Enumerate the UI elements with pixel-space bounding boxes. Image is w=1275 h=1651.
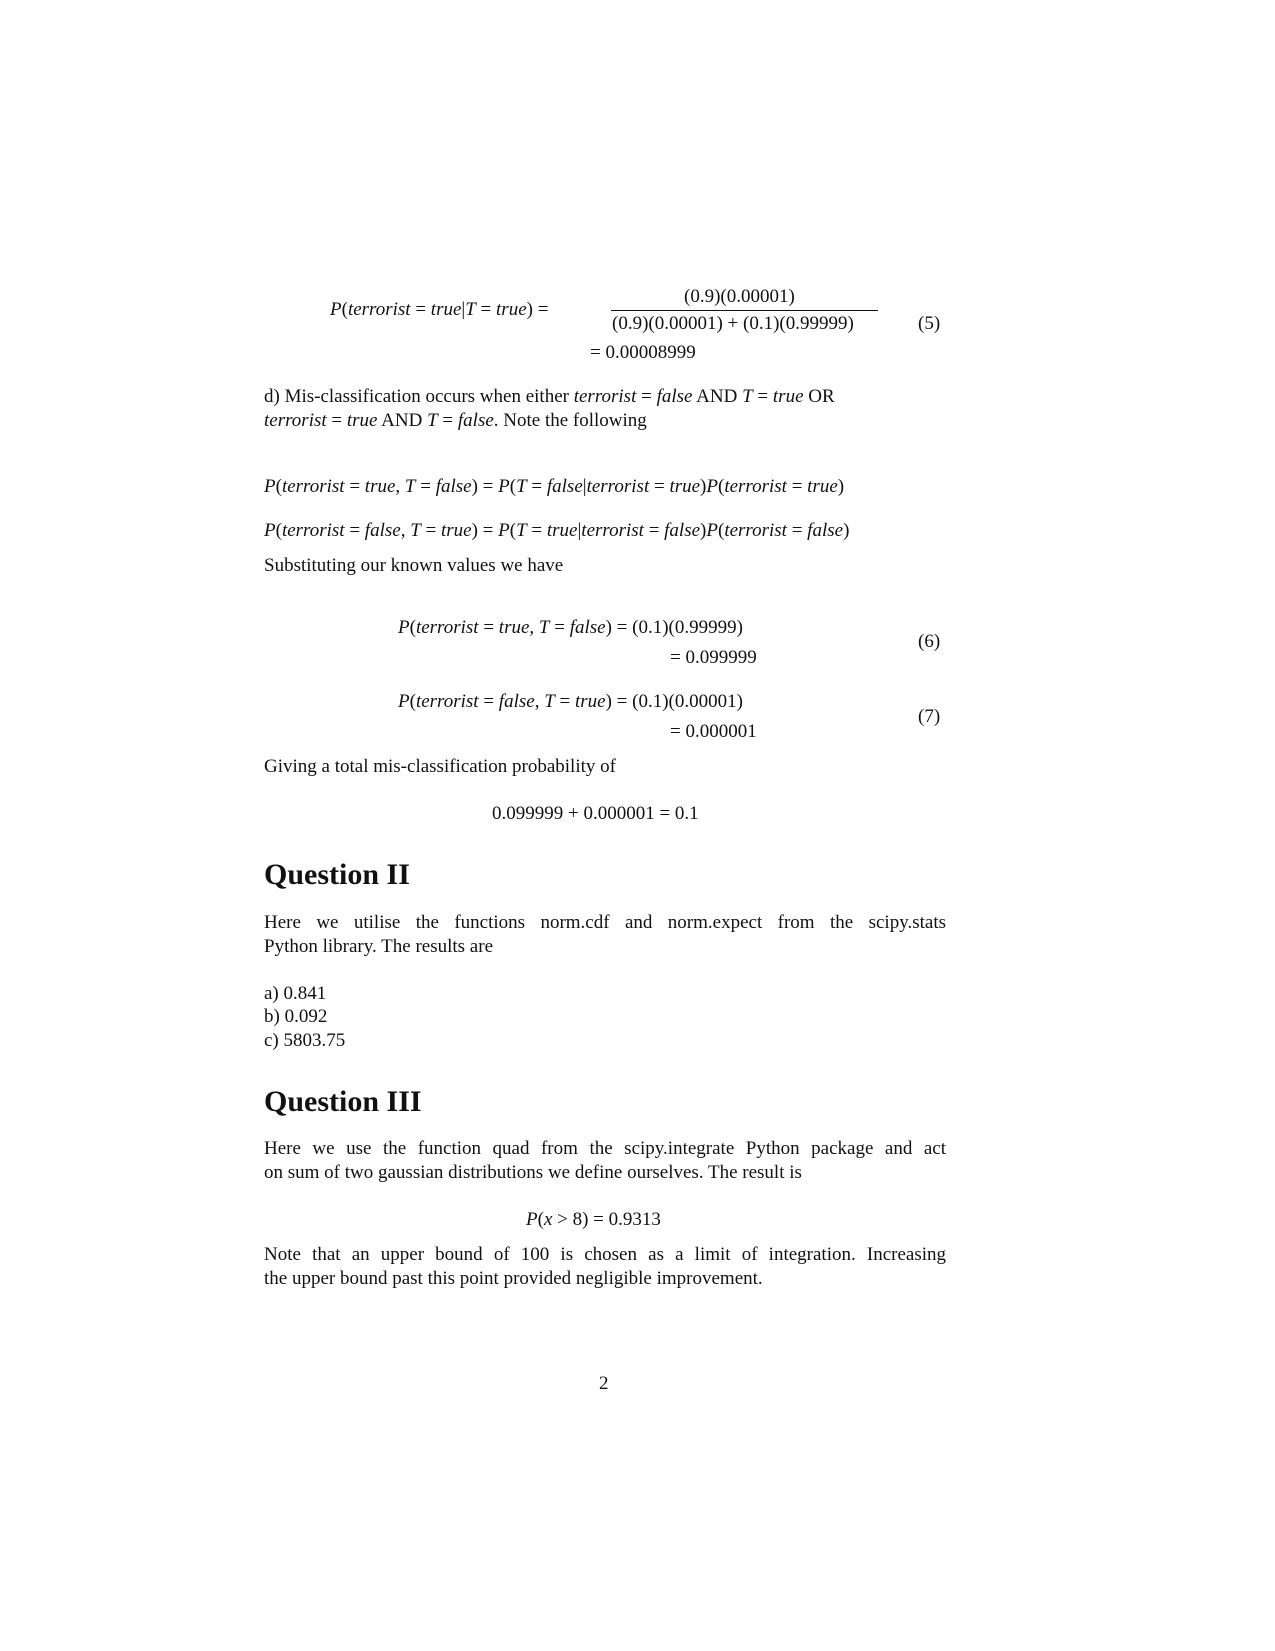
eq5-number: (5) — [918, 313, 941, 334]
q3-line2: on sum of two gaussian distributions we define ourselves. The result is — [264, 1162, 802, 1183]
q2-answer-a: a) 0.841 — [264, 983, 327, 1004]
eq5-numerator: (0.9)(0.00001) — [684, 286, 795, 307]
page-number: 2 — [599, 1373, 609, 1394]
question-2-heading: Question II — [264, 858, 410, 891]
giving-text: Giving a total mis-classification probability of — [264, 756, 616, 777]
eq6-result: = 0.099999 — [670, 647, 757, 668]
eq5-fraction-bar — [611, 310, 878, 311]
q3-note-line2: the upper bound past this point provided negligible improvement. — [264, 1268, 763, 1289]
eq5-result: = 0.00008999 — [590, 342, 696, 363]
eq5-lhs: P(terrorist = true|T = true) = — [330, 299, 549, 320]
q3-line1: Here we use the function quad from the scipy.integrate Python package and act — [264, 1138, 946, 1159]
total-equation: 0.099999 + 0.000001 = 0.1 — [492, 803, 699, 824]
substituting-text: Substituting our known values we have — [264, 555, 564, 576]
eq7-number: (7) — [918, 706, 941, 727]
q2-answer-c: c) 5803.75 — [264, 1030, 346, 1051]
eq7-lhs: P(terrorist = false, T = true) = (0.1)(0.00001) — [398, 691, 743, 712]
eq5-denominator: (0.9)(0.00001) + (0.1)(0.99999) — [612, 313, 854, 334]
joint-line1: P(terrorist = true, T = false) = P(T = false|terrorist = true)P(terrorist = true) — [264, 476, 845, 497]
part-d-line1: d) Mis-classification occurs when either terrorist = false AND T = true OR — [264, 386, 835, 407]
q2-answer-b: b) 0.092 — [264, 1006, 328, 1027]
joint-line2: P(terrorist = false, T = true) = P(T = true|terrorist = false)P(terrorist = false) — [264, 520, 850, 541]
q3-result: P(x > 8) = 0.9313 — [526, 1209, 661, 1230]
eq7-result: = 0.000001 — [670, 721, 757, 742]
part-d-line2: terrorist = true AND T = false. Note the following — [264, 410, 647, 431]
eq6-lhs: P(terrorist = true, T = false) = (0.1)(0.99999) — [398, 617, 743, 638]
eq6-number: (6) — [918, 631, 941, 652]
q2-line2: Python library. The results are — [264, 936, 494, 957]
q3-note-line1: Note that an upper bound of 100 is chosen as a limit of integration. Increasing — [264, 1244, 946, 1265]
q2-line1: Here we utilise the functions norm.cdf and norm.expect from the scipy.stats — [264, 912, 946, 933]
question-3-heading: Question III — [264, 1085, 422, 1118]
